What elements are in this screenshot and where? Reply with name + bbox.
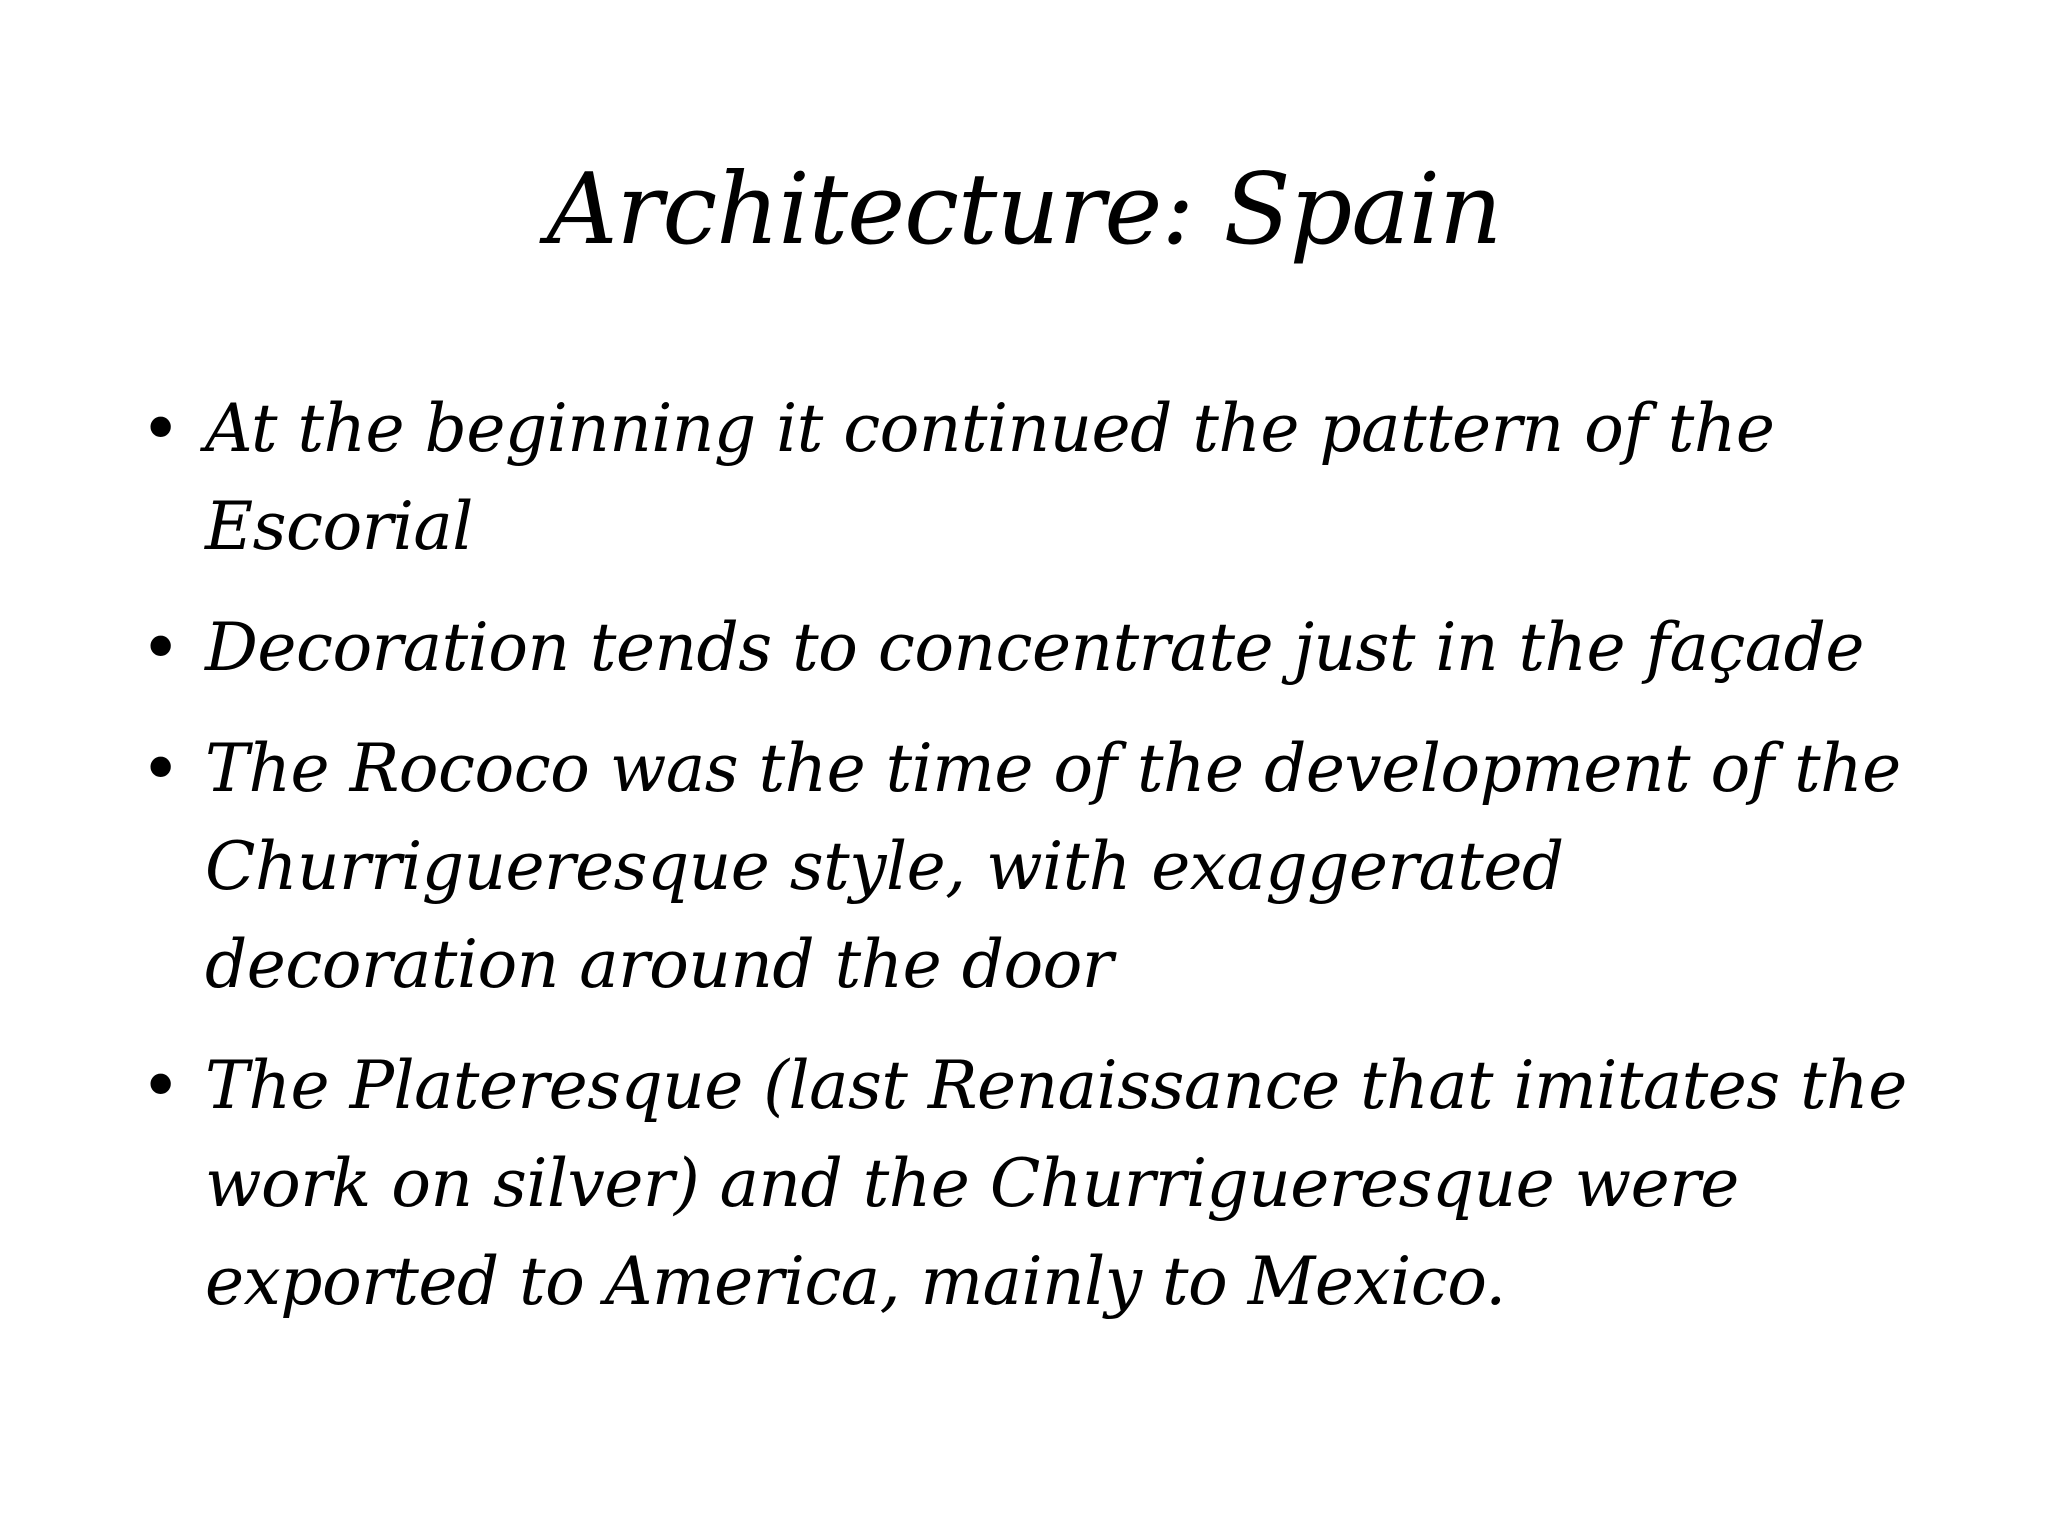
bullet-marker: • — [140, 728, 181, 810]
slide-title: Architecture: Spain — [546, 153, 1502, 267]
bullet-marker: • — [140, 607, 181, 689]
bullet-text: At the beginning it continued the pattern of the Escorial — [205, 390, 1775, 565]
bullet-item — [140, 1037, 1920, 1331]
bullet-item — [140, 599, 1920, 697]
bullet-text: The Plateresque (last Renaissance that imitates the work on silver) and the Churrigueresque were exported to America, mainly to Mexico. — [205, 1047, 1907, 1320]
bullet-item — [140, 720, 1920, 1014]
bullet-list — [140, 380, 1920, 1354]
bullet-marker: • — [140, 1045, 181, 1127]
bullet-text: The Rococo was the time of the development of the Churrigueresque style, with exaggerated decoration around the door — [205, 730, 1901, 1003]
bullet-marker: • — [140, 388, 181, 470]
bullet-item — [140, 380, 1920, 576]
bullet-text: Decoration tends to concentrate just in the façade — [205, 609, 1864, 686]
